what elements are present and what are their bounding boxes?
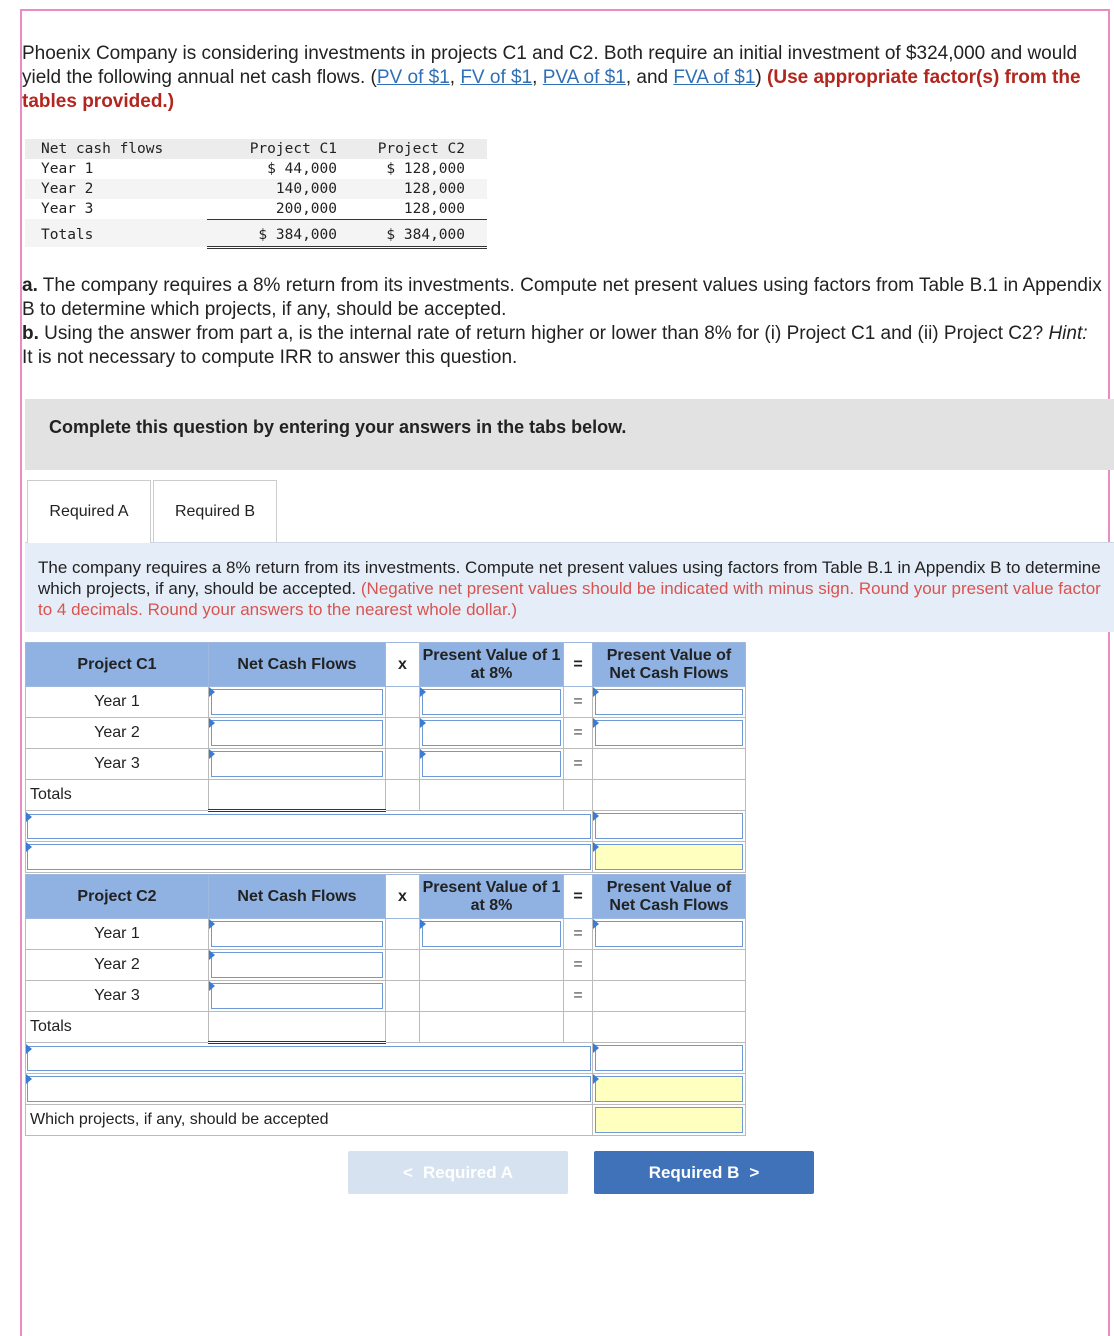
c1-x-cell <box>386 718 420 749</box>
c1-y3-ncf-input[interactable] <box>211 751 383 777</box>
c1-year-label: Year 1 <box>26 687 209 718</box>
c1-x-cell <box>386 780 420 811</box>
input-marker-icon <box>593 842 599 852</box>
c2-ncf-cell <box>209 981 386 1012</box>
c2-header-x: x <box>386 875 420 919</box>
c1-value-cell <box>593 842 746 873</box>
intro-text: Phoenix Company is considering investments in projects C1 and C2. Both require an initial investment of $324,000 and would yield the following annual net cash flows. ( <box>22 43 1078 88</box>
fv-link[interactable]: FV of $1 <box>460 67 533 88</box>
input-marker-icon <box>593 919 599 929</box>
instructions-banner <box>25 399 1114 470</box>
c1-x-cell <box>386 749 420 780</box>
c2-npv-table <box>25 874 746 1136</box>
c1-pvncf-cell <box>593 749 746 780</box>
accept-label: Which projects, if any, should be accepted <box>26 1105 593 1136</box>
c1-eq: = <box>564 687 593 718</box>
intro-and: and <box>636 67 669 88</box>
c2-totals-ncf <box>209 1012 386 1043</box>
c2-pv1-input[interactable] <box>422 921 561 947</box>
cf-row-label: Year 1 <box>41 161 94 177</box>
c2-eq: = <box>564 919 593 950</box>
c2-npv-label-input[interactable] <box>27 1076 591 1102</box>
c1-pvncf-cell <box>593 780 746 811</box>
c1-eq: = <box>564 749 593 780</box>
c2-y3-ncf-input[interactable] <box>211 983 383 1009</box>
next-button[interactable] <box>594 1151 814 1194</box>
cf-row-c1: 140,000 <box>207 179 347 199</box>
c1-pvncf-cell <box>593 718 746 749</box>
cf-row-label: Year 2 <box>25 179 207 199</box>
cf-totals-c1: $ 384,000 <box>207 219 347 247</box>
cf-header-c2: Project C2 <box>347 139 487 159</box>
c1-row-label-input-1[interactable] <box>27 814 591 839</box>
part-b-hint: Hint: <box>1048 323 1088 344</box>
c1-pv1-cell <box>420 687 564 718</box>
c2-npv-value-input[interactable] <box>595 1076 743 1102</box>
tab-required-a[interactable]: Required A <box>27 480 151 543</box>
instructions-text: The company requires a 8% return from its investments. Compute net present values using factors from Table B.1 in Appendix B to determine which projects, if any, should be accepted. <box>38 558 1101 598</box>
c2-header-pv1: Present Value of 1 at 8% <box>420 875 564 919</box>
c1-eq-cell <box>564 780 593 811</box>
c1-row-value-input-1[interactable] <box>595 813 743 839</box>
cf-totals-label: Totals <box>25 219 207 247</box>
c2-value-cell <box>593 1043 746 1074</box>
part-a-text: The company requires a 8% return from its investments. Compute net present values using factors from Table B.1 in Appendix B to determine which projects, if any, should be accepted. <box>22 275 1102 320</box>
c1-y1-pvncf-input[interactable] <box>595 689 743 715</box>
pv-link[interactable]: PV of $1 <box>376 67 450 88</box>
input-marker-icon <box>593 687 599 697</box>
c1-ncf-cell <box>209 687 386 718</box>
input-marker-icon <box>593 1043 599 1053</box>
c2-pv1-cell <box>420 919 564 950</box>
input-marker-icon <box>593 1074 599 1084</box>
c1-npv-label-input[interactable] <box>27 844 591 870</box>
c1-header-eq: = <box>564 643 593 687</box>
c1-totals-label: Totals <box>26 780 209 811</box>
c1-x-cell <box>386 687 420 718</box>
cf-row-c1: 200,000 <box>207 199 347 219</box>
c2-eq-cell <box>564 1012 593 1043</box>
c1-pvncf-cell <box>593 687 746 718</box>
part-b-text: Using the answer from part a, is the internal rate of return higher or lower than 8% for (i) Project C1 and (ii) Project C2? <box>44 323 1044 344</box>
input-marker-icon <box>420 749 426 759</box>
cf-totals-c2: $ 384,000 <box>347 219 487 247</box>
input-marker-icon <box>26 812 32 822</box>
c1-pv1-cell <box>420 718 564 749</box>
input-marker-icon <box>593 811 599 821</box>
c2-x-cell <box>386 981 420 1012</box>
c2-pvncf-cell <box>593 1012 746 1043</box>
c2-label-cell <box>26 1043 593 1074</box>
c1-header-project: Project C1 <box>26 643 209 687</box>
input-marker-icon <box>593 718 599 728</box>
cf-header-c1: Project C1 <box>207 139 347 159</box>
input-marker-icon <box>26 1074 32 1084</box>
c2-header-ncf: Net Cash Flows <box>209 875 386 919</box>
instructions-rounding: (Negative net present values should be indicated with minus sign. Round your present value factor to 4 decimals. Round your answers to the nearest whole dollar.) <box>38 579 1101 619</box>
pva-link[interactable]: PVA of $1 <box>542 67 626 88</box>
input-marker-icon <box>209 981 215 991</box>
c1-header-x: x <box>386 643 420 687</box>
part-b-text-2: It is not necessary to compute IRR to answer this question. <box>22 347 518 368</box>
c2-pvncf-cell <box>593 950 746 981</box>
accept-cell <box>593 1105 746 1136</box>
c2-x-cell <box>386 1012 420 1043</box>
c2-value-cell <box>593 1074 746 1105</box>
tab-required-b[interactable]: Required B <box>153 480 277 543</box>
c2-ncf-cell <box>209 950 386 981</box>
c2-header-project: Project C2 <box>26 875 209 919</box>
c2-x-cell <box>386 919 420 950</box>
input-marker-icon <box>26 1044 32 1054</box>
input-marker-icon <box>209 950 215 960</box>
question-parts <box>22 274 1102 370</box>
c1-year-label: Year 2 <box>26 718 209 749</box>
accept-input[interactable] <box>595 1107 743 1133</box>
c2-y2-ncf-input[interactable] <box>211 952 383 978</box>
c2-pvncf-cell <box>593 919 746 950</box>
c1-y1-pv1-input[interactable] <box>422 689 561 715</box>
input-marker-icon <box>420 687 426 697</box>
c2-pv1-cell <box>420 1012 564 1043</box>
input-marker-icon <box>26 842 32 852</box>
c2-row-value-input-1[interactable] <box>595 1045 743 1071</box>
cf-row-c2: 128,000 <box>347 179 487 199</box>
fva-link[interactable]: FVA of $1 <box>673 67 756 88</box>
c1-y3-pv1-input[interactable] <box>422 751 561 777</box>
c1-value-cell <box>593 811 746 842</box>
input-marker-icon <box>420 919 426 929</box>
c2-row-label-input-1[interactable] <box>27 1046 591 1071</box>
c1-label-cell <box>26 842 593 873</box>
c2-pv1-cell <box>420 950 564 981</box>
intro-instruction: (Use appropriate factor(s) from the tables provided.) <box>22 67 1081 112</box>
input-marker-icon <box>209 687 215 697</box>
c2-x-cell <box>386 950 420 981</box>
prev-button-label: Required A <box>422 1162 513 1182</box>
c2-pvncf-input[interactable] <box>595 921 743 947</box>
input-marker-icon <box>209 749 215 759</box>
c1-y2-pv1-input[interactable] <box>422 720 561 746</box>
c2-pvncf-cell <box>593 981 746 1012</box>
cf-row-label: Year 3 <box>41 201 94 217</box>
chevron-left-icon: < <box>403 1162 413 1182</box>
c2-header-eq: = <box>564 875 593 919</box>
c1-pv1-cell <box>420 749 564 780</box>
c2-pv1-cell <box>420 981 564 1012</box>
cf-row-c2: 128,000 <box>347 199 487 219</box>
part-a-label: a. <box>22 275 38 296</box>
c2-header-pvncf: Present Value of Net Cash Flows <box>593 875 746 919</box>
c1-npv-table <box>25 642 746 873</box>
input-marker-icon <box>420 718 426 728</box>
c1-ncf-cell <box>209 749 386 780</box>
c1-header-pv1: Present Value of 1 at 8% <box>420 643 564 687</box>
c1-totals-ncf <box>209 780 386 811</box>
c2-eq: = <box>564 981 593 1012</box>
input-marker-icon <box>209 718 215 728</box>
chevron-right-icon: > <box>749 1162 760 1182</box>
c2-label-cell <box>26 1074 593 1105</box>
cf-header-label: Net cash flows <box>25 139 207 159</box>
banner-text: Complete this question by entering your answers in the tabs below. <box>49 417 627 437</box>
c1-eq: = <box>564 718 593 749</box>
cash-flow-table <box>25 139 487 249</box>
next-button-label: Required B <box>648 1162 740 1182</box>
c1-y1-ncf-input[interactable] <box>211 689 383 715</box>
cf-row-c2: $ 128,000 <box>386 161 465 177</box>
c1-label-cell <box>26 811 593 842</box>
question-intro: Phoenix Company is considering investments in projects C1 and C2. Both require an initial investment of $324,000 and would yield the following annual net cash flows. (PV of $1, FV of $1, PVA of $1, and FVA of $1) (Use appropriate factor(s) from the tables provided.) <box>22 43 1081 112</box>
prev-button[interactable] <box>348 1151 568 1194</box>
c1-npv-value-input[interactable] <box>595 844 743 870</box>
c2-ncf-cell <box>209 919 386 950</box>
c2-year-label: Year 2 <box>26 950 209 981</box>
c2-totals-label: Totals <box>26 1012 209 1043</box>
c1-ncf-cell <box>209 718 386 749</box>
c1-header-pvncf: Present Value of Net Cash Flows <box>593 643 746 687</box>
c1-header-ncf: Net Cash Flows <box>209 643 386 687</box>
c1-year-label: Year 3 <box>26 749 209 780</box>
c2-year-label: Year 1 <box>26 919 209 950</box>
tab-instructions <box>25 542 1114 632</box>
c2-y1-ncf-input[interactable] <box>211 921 383 947</box>
c2-eq: = <box>564 950 593 981</box>
c1-y2-pvncf-input[interactable] <box>595 720 743 746</box>
cf-row-c1: $ 44,000 <box>267 161 337 177</box>
c2-year-label: Year 3 <box>26 981 209 1012</box>
c1-y2-ncf-input[interactable] <box>211 720 383 746</box>
part-b-label: b. <box>22 323 39 344</box>
c1-pv1-cell <box>420 780 564 811</box>
input-marker-icon <box>209 919 215 929</box>
